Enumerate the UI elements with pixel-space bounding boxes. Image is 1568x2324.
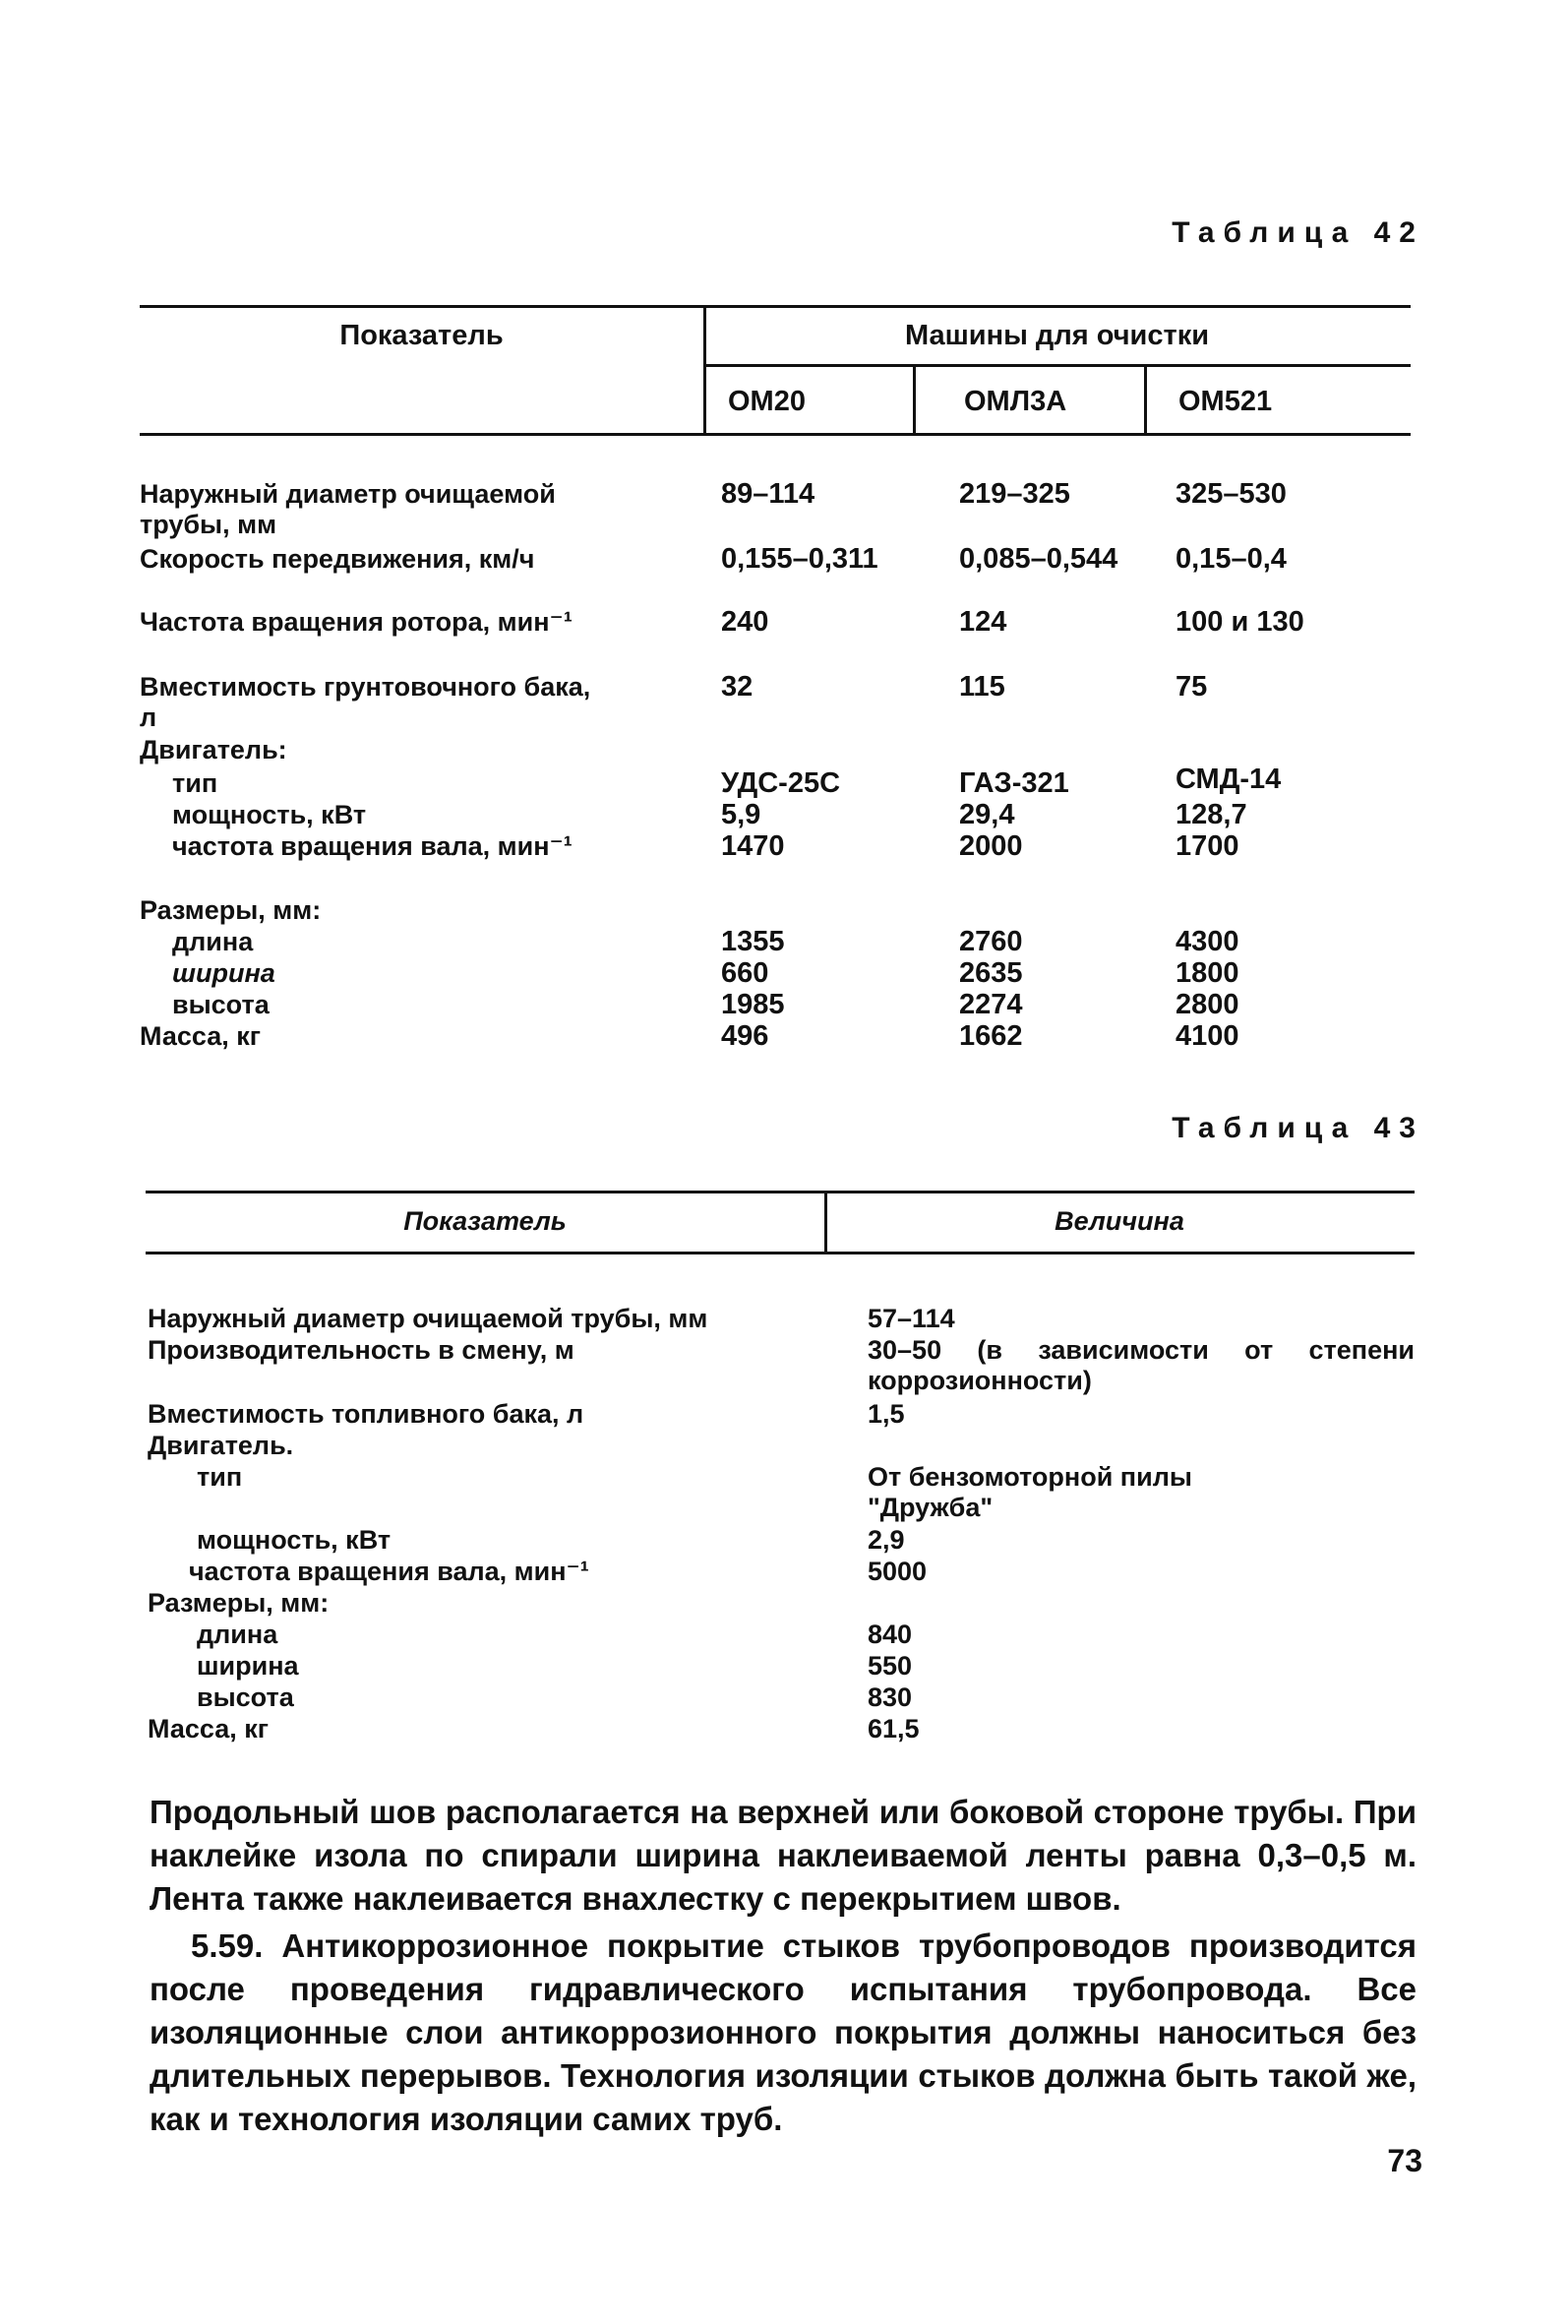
table42-caption: Таблица 42	[1172, 216, 1424, 249]
t42-cell: 496	[721, 1020, 769, 1052]
t42-cell: 1470	[721, 830, 785, 862]
t42-cell: 32	[721, 671, 754, 703]
t43-cell: 830	[868, 1682, 913, 1712]
t43-cell: 1,5	[868, 1399, 905, 1429]
t43-row-label: высота	[197, 1682, 294, 1712]
t42-cell: 0,15–0,4	[1176, 543, 1287, 575]
t42-cell: ГАЗ-321	[959, 767, 1069, 799]
t42-cell: 5,9	[721, 799, 761, 830]
table43-top-rule	[146, 1191, 1415, 1193]
t43-row-label: Наружный диаметр очищаемой трубы, мм	[148, 1304, 708, 1333]
t42-row-label: ширина	[172, 958, 275, 988]
t43-row-label: Двигатель.	[148, 1431, 294, 1460]
table43-header-indicator: Показатель	[403, 1206, 567, 1236]
t42-cell: 100 и 130	[1176, 606, 1304, 638]
table42-header-group: Машины для очистки	[904, 320, 1210, 351]
t42-cell: 115	[959, 671, 1005, 703]
t42-cell: УДС-25С	[721, 767, 841, 799]
body-paragraph-2: 5.59. Антикоррозионное покрытие стыков трубопроводов производится после проведения гидравлического испытания трубопровода. Все изоляционные слои антикоррозионного покрытия должны наноситься без длительных перерывов. Технология изоляции стыков должна быть такой же, как и технология изоляции самих труб.	[150, 1927, 1417, 2137]
table43-header-value: Величина	[1055, 1206, 1184, 1236]
table43-caption: Таблица 43	[1172, 1112, 1424, 1144]
t43-cell: От бензомоторной пилы "Дружба"	[868, 1462, 1192, 1522]
t43-row-label: ширина	[197, 1651, 299, 1681]
t42-cell: 1700	[1176, 830, 1239, 862]
table42-header-machine-2: ОМЛ3А	[964, 386, 1067, 417]
t42-cell: 4100	[1176, 1020, 1239, 1052]
t42-cell: 2274	[959, 989, 1023, 1020]
t42-cell: 2760	[959, 926, 1023, 957]
table42-header-machine-1: ОМ20	[728, 386, 806, 417]
t43-cell: 5000	[868, 1557, 928, 1586]
t43-row-label: Производительность в смену, м	[148, 1335, 574, 1365]
table42-col-divider-2	[913, 364, 916, 433]
table42-group-rule	[703, 364, 1411, 367]
t42-row-label: Частота вращения ротора, мин⁻¹	[140, 607, 573, 637]
t42-row-label: Наружный диаметр очищаемой трубы, мм	[140, 479, 556, 539]
table42-header-indicator: Показатель	[339, 320, 504, 351]
t42-cell: 2000	[959, 830, 1023, 862]
t43-cell: 61,5	[868, 1714, 920, 1743]
t42-cell: 1800	[1176, 957, 1239, 989]
table42-top-rule	[140, 305, 1411, 308]
t42-cell: 2635	[959, 957, 1023, 989]
t42-row-label: Вместимость грунтовочного бака, л	[140, 672, 591, 732]
t43-row-label: Размеры, мм:	[148, 1588, 330, 1618]
t42-cell: 0,155–0,311	[721, 543, 878, 575]
t42-row-label: мощность, кВт	[172, 800, 367, 829]
t42-row-label: Размеры, мм:	[140, 895, 322, 925]
t43-row-label: мощность, кВт	[197, 1525, 392, 1555]
t42-cell: СМД-14	[1176, 764, 1282, 795]
t43-row-label: Масса, кг	[148, 1714, 269, 1743]
t42-cell: 128,7	[1176, 799, 1247, 830]
t42-row-label: высота	[172, 990, 270, 1019]
t43-cell: 550	[868, 1651, 913, 1681]
table43-header-bottom-rule	[146, 1252, 1415, 1254]
t43-row-label: длина	[197, 1620, 278, 1649]
page-number: 73	[1387, 2143, 1422, 2178]
t42-row-label: длина	[172, 927, 254, 956]
t42-cell: 1985	[721, 989, 785, 1020]
t43-cell: 840	[868, 1620, 913, 1649]
t42-cell: 4300	[1176, 926, 1239, 957]
t43-cell: 30–50 (в зависимости от степени коррозионности)	[868, 1335, 1415, 1395]
t42-cell: 29,4	[959, 799, 1015, 830]
table42-header-bottom-rule	[140, 433, 1411, 436]
t42-cell: 1662	[959, 1020, 1023, 1052]
table42-header-machine-3: ОМ521	[1178, 386, 1273, 417]
t42-row-label: Двигатель:	[140, 735, 287, 764]
t43-row-label: тип	[197, 1462, 243, 1492]
t42-cell: 75	[1176, 671, 1208, 703]
t43-cell: 2,9	[868, 1525, 905, 1555]
t42-cell: 660	[721, 957, 769, 989]
table42-col-divider-3	[1144, 364, 1147, 433]
t42-cell: 89–114	[721, 478, 815, 510]
t42-row-label: тип	[172, 768, 218, 798]
t42-cell: 325–530	[1176, 478, 1287, 510]
t42-cell: 0,085–0,544	[959, 543, 1118, 575]
body-paragraph-1: Продольный шов располагается на верхней или боковой стороне трубы. При наклейке изола по спирали ширина наклеиваемой ленты равна 0,3–0,5 м. Лента также наклеивается внахлестку с перекрытием швов.	[150, 1794, 1417, 1917]
t43-row-label: Вместимость топливного бака, л	[148, 1399, 584, 1429]
t42-cell: 219–325	[959, 478, 1070, 510]
t42-row-label: частота вращения вала, мин⁻¹	[172, 831, 573, 861]
t42-row-label: Скорость передвижения, км/ч	[140, 544, 535, 574]
t42-cell: 124	[959, 606, 1007, 638]
t42-cell: 240	[721, 606, 769, 638]
t43-row-label: частота вращения вала, мин⁻¹	[189, 1557, 589, 1586]
t43-cell: 57–114	[868, 1304, 955, 1333]
t42-cell: 1355	[721, 926, 785, 957]
t42-cell: 2800	[1176, 989, 1239, 1020]
t42-row-label: Масса, кг	[140, 1021, 261, 1051]
